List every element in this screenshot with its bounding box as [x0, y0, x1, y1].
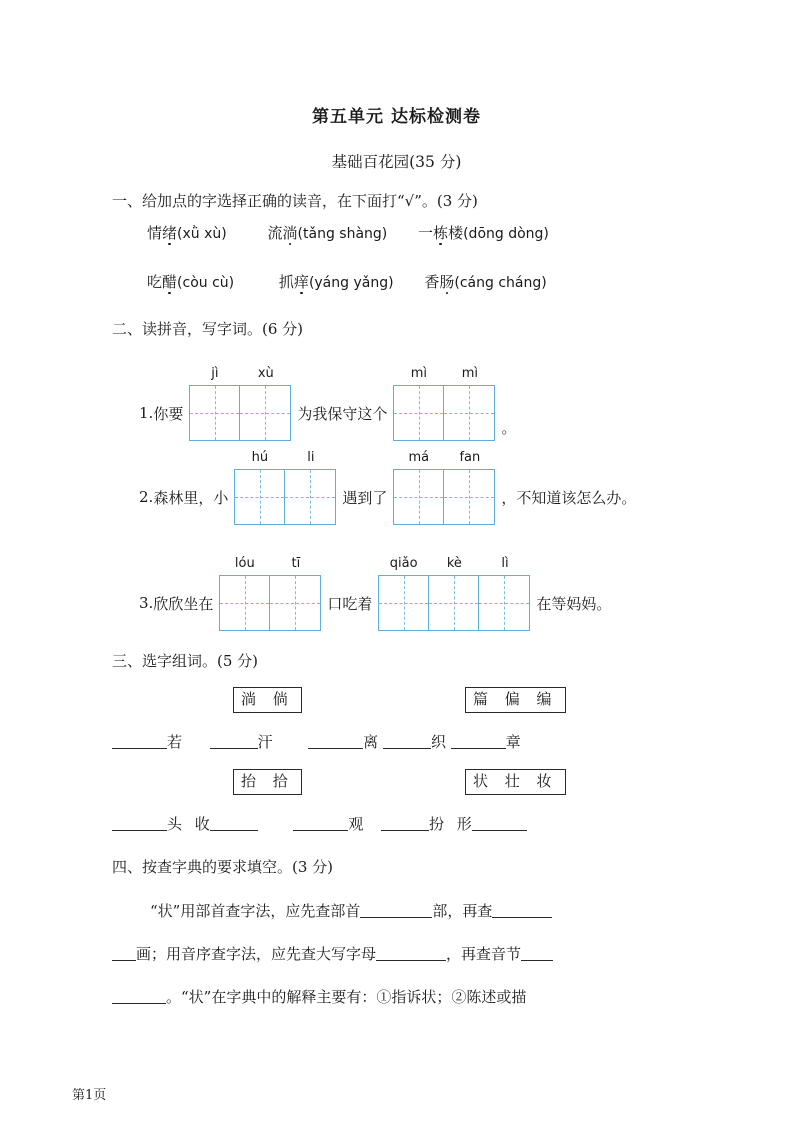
item-suffix: 楼 — [448, 224, 464, 242]
pinyin-syllable: tī — [291, 556, 301, 571]
sentence-lead: 欣欣坐在 — [153, 594, 214, 613]
section-one-row-2 — [112, 271, 732, 292]
section-four-heading: 四、按查字典的要求填空。(3 分) — [112, 858, 334, 876]
writing-grid[interactable] — [189, 366, 291, 441]
grid-pinyin — [393, 366, 495, 381]
answer-blank[interactable] — [376, 945, 446, 961]
pinyin-options[interactable]: (còu cù) — [177, 275, 235, 291]
section-three-blanks-row-2[interactable] — [112, 813, 527, 834]
item-number: 3. — [139, 594, 154, 612]
tianzige[interactable] — [393, 469, 495, 525]
section-four-line-3[interactable] — [112, 986, 526, 1007]
section-two-item-2 — [112, 452, 752, 524]
tianzige[interactable] — [234, 469, 336, 525]
tianzige[interactable] — [219, 575, 321, 631]
pronunciation-item[interactable] — [147, 222, 227, 243]
sentence-tail: 。 — [501, 419, 517, 437]
writing-grid[interactable] — [393, 450, 495, 525]
character-choice-box-right-1[interactable]: 篇 偏 编 — [465, 687, 566, 713]
pinyin-syllable: xù — [257, 366, 274, 381]
pinyin-options[interactable]: (tǎng shàng) — [297, 226, 388, 242]
character-choice-box-left-1[interactable]: 淌 倘 — [233, 687, 302, 713]
answer-blank[interactable] — [381, 815, 429, 831]
dictionary-text: 部，再查 — [432, 902, 493, 920]
dictionary-text: ，再查音节 — [446, 945, 522, 963]
pinyin-options[interactable]: (yáng yǎng) — [308, 275, 394, 291]
item-prefix: 情 — [147, 224, 163, 242]
answer-blank[interactable] — [521, 945, 553, 961]
grid-cell[interactable] — [235, 470, 285, 524]
pinyin-options[interactable]: (cáng cháng) — [454, 275, 547, 291]
answer-blank[interactable] — [451, 733, 506, 749]
blank-label: 形 — [456, 815, 472, 833]
item-prefix: 一 — [418, 224, 434, 242]
answer-blank[interactable] — [308, 733, 363, 749]
character-choice-box-left-2[interactable]: 抬 拾 — [233, 769, 302, 795]
blank-label: 若 — [167, 733, 183, 751]
dictionary-text: “状”用部首查字法，应先查部首 — [150, 902, 361, 920]
answer-blank[interactable] — [112, 733, 167, 749]
grid-cell[interactable] — [270, 576, 320, 630]
sentence-middle: 口吃着 — [327, 594, 373, 613]
sentence-lead: 你要 — [153, 404, 184, 423]
item-prefix: 吃 — [147, 273, 163, 291]
sentence-middle: 遇到了 — [342, 488, 388, 507]
answer-blank[interactable] — [360, 902, 432, 918]
pinyin-options[interactable]: (dōng dòng) — [463, 226, 549, 242]
grid-cell[interactable] — [429, 576, 479, 630]
grid-cell[interactable] — [379, 576, 429, 630]
pinyin-syllable: qiǎo — [389, 556, 418, 571]
blank-label: 汗 — [257, 733, 273, 751]
page-subtitle: 基础百花园(35 分) — [331, 153, 462, 171]
pinyin-syllable: li — [307, 450, 315, 465]
pronunciation-item[interactable] — [147, 271, 234, 292]
item-prefix: 流 — [267, 224, 283, 242]
grid-pinyin — [393, 450, 495, 465]
section-three-heading: 三、选字组词。(5 分) — [112, 652, 259, 670]
answer-blank[interactable] — [293, 815, 348, 831]
grid-pinyin — [219, 556, 321, 571]
pinyin-syllable: fan — [459, 450, 481, 465]
item-prefix: 香 — [424, 273, 440, 291]
grid-pinyin — [378, 556, 530, 571]
grid-cell[interactable] — [240, 386, 290, 440]
grid-pinyin — [189, 366, 291, 381]
pinyin-syllable: mì — [461, 366, 478, 381]
sentence-tail: 在等妈妈。 — [536, 594, 612, 613]
pinyin-syllable: lì — [501, 556, 509, 571]
answer-blank[interactable] — [492, 902, 552, 918]
blank-label: 章 — [505, 733, 521, 751]
character-choice-box-right-2[interactable]: 状 壮 妆 — [465, 769, 566, 795]
blank-label: 扮 — [428, 815, 444, 833]
pronunciation-item[interactable] — [424, 271, 546, 292]
answer-blank[interactable] — [383, 733, 431, 749]
tianzige[interactable] — [378, 575, 530, 631]
grid-cell[interactable] — [444, 386, 494, 440]
section-two-item-1 — [112, 368, 752, 440]
pinyin-syllable: jì — [211, 366, 219, 381]
pronunciation-item[interactable] — [268, 222, 388, 243]
sentence-middle: 为我保守这个 — [297, 404, 388, 423]
dictionary-text: 画；用音序查字法，应先查大写字母 — [136, 945, 377, 963]
blank-label: 织 — [430, 733, 446, 751]
answer-blank[interactable] — [112, 945, 136, 961]
pinyin-syllable: mì — [410, 366, 427, 381]
answer-blank[interactable] — [112, 988, 166, 1004]
blank-label: 收 — [194, 815, 210, 833]
grid-cell[interactable] — [444, 470, 494, 524]
sentence-tail: ，不知道该怎么办。 — [501, 488, 637, 507]
tianzige[interactable] — [189, 385, 291, 441]
pinyin-options[interactable]: (xǜ xù) — [177, 226, 227, 242]
grid-cell[interactable] — [190, 386, 240, 440]
dotted-character: 肠 — [439, 273, 455, 291]
section-three-blanks-row-1[interactable] — [112, 731, 521, 752]
grid-cell[interactable] — [220, 576, 270, 630]
dotted-character: 淌 — [282, 224, 298, 242]
section-four-line-1[interactable] — [150, 900, 552, 921]
blank-label: 离 — [363, 733, 379, 751]
grid-cell[interactable] — [285, 470, 335, 524]
page-number: 第1页 — [72, 1088, 107, 1103]
writing-grid[interactable] — [219, 556, 321, 631]
grid-cell[interactable] — [394, 386, 444, 440]
grid-cell[interactable] — [394, 470, 444, 524]
item-prefix: 抓 — [278, 273, 294, 291]
dotted-character: 绪 — [162, 224, 178, 242]
grid-cell[interactable] — [479, 576, 529, 630]
section-two-heading: 二、读拼音，写字词。(6 分) — [112, 320, 304, 338]
section-one-row-1 — [112, 222, 732, 243]
writing-grid[interactable] — [234, 450, 336, 525]
pinyin-syllable: kè — [446, 556, 462, 571]
answer-blank[interactable] — [112, 815, 167, 831]
dictionary-text: 。“状”在字典中的解释主要有：①指诉状；②陈述或描 — [166, 988, 527, 1006]
dotted-character: 痒 — [293, 273, 309, 291]
answer-blank[interactable] — [210, 733, 258, 749]
section-two-item-3 — [112, 558, 752, 630]
section-one-heading: 一、给加点的字选择正确的读音，在下面打“√”。(3 分) — [112, 192, 478, 210]
blank-label: 头 — [167, 815, 183, 833]
page-title: 第五单元 达标检测卷 — [312, 107, 481, 127]
pinyin-syllable: má — [408, 450, 430, 465]
pronunciation-item[interactable] — [279, 271, 394, 292]
pinyin-syllable: lóu — [234, 556, 255, 571]
dotted-character: 醋 — [162, 273, 178, 291]
writing-grid[interactable] — [378, 556, 530, 631]
item-number: 2. — [139, 488, 154, 506]
item-number: 1. — [139, 404, 154, 422]
grid-pinyin — [234, 450, 336, 465]
sentence-lead: 森林里，小 — [153, 488, 229, 507]
dotted-character: 栋 — [433, 224, 449, 242]
answer-blank[interactable] — [472, 815, 527, 831]
section-four-line-2[interactable] — [112, 943, 553, 964]
answer-blank[interactable] — [210, 815, 258, 831]
pinyin-syllable: hú — [251, 450, 269, 465]
pronunciation-item[interactable] — [418, 222, 549, 243]
blank-label: 观 — [348, 815, 364, 833]
tianzige[interactable] — [393, 385, 495, 441]
writing-grid[interactable] — [393, 366, 495, 441]
